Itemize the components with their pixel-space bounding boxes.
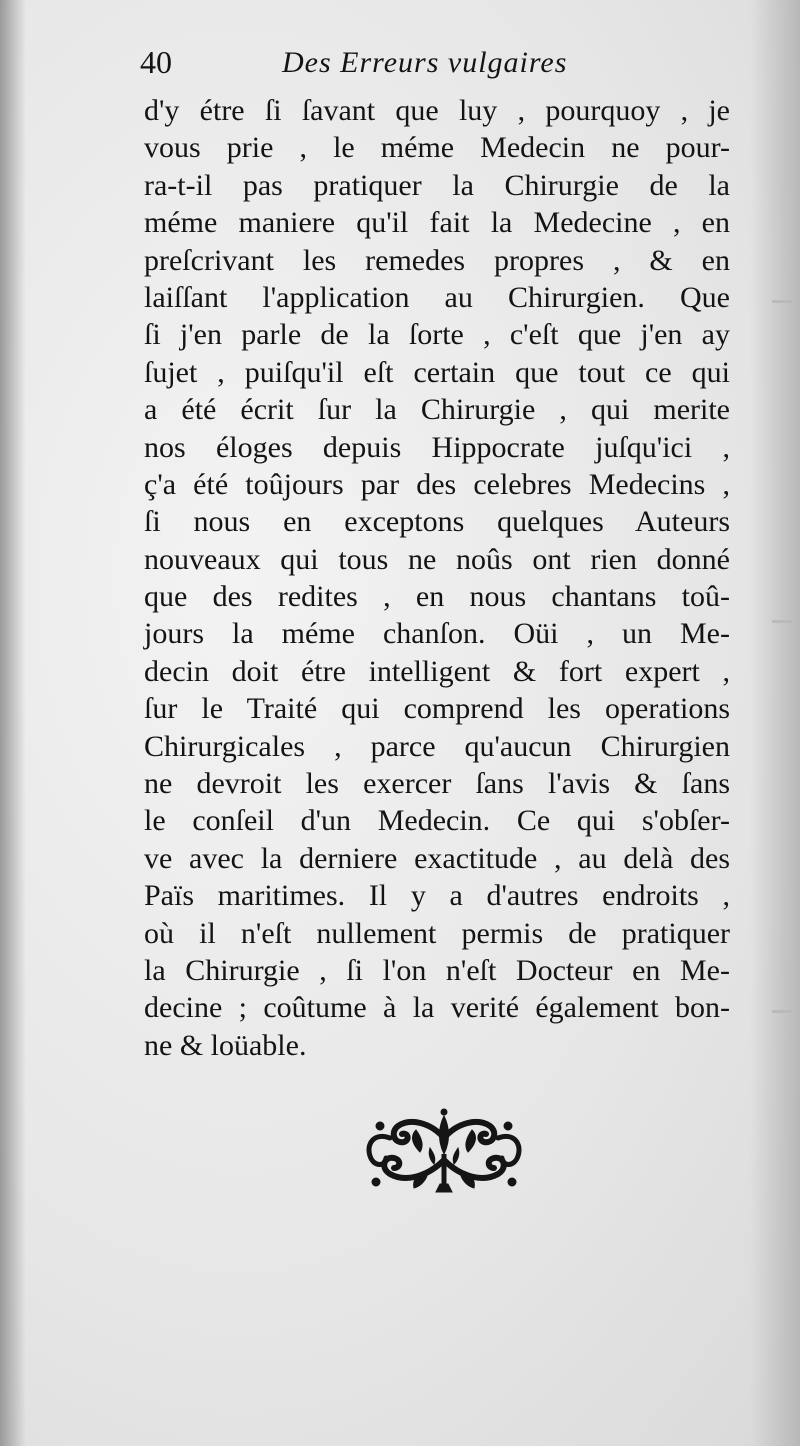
text-line: que des redites , en nous chantans toû- <box>144 580 730 614</box>
page-number: 40 <box>140 44 172 80</box>
text-line: ſi j'en parle de la ſorte , c'eſt que j'en ay <box>144 318 730 352</box>
fleuron-ornament-icon <box>360 1108 528 1200</box>
text-line: ne devroit les exercer ſans l'avis & ſans <box>144 767 730 801</box>
page-edge-mark <box>772 300 792 303</box>
text-line: jours la méme chanſon. Oüi , un Me- <box>144 617 730 651</box>
text-line: Chirurgicales , parce qu'aucun Chirurgien <box>144 729 730 763</box>
text-line: nos éloges depuis Hippocrate juſqu'ici , <box>144 430 730 464</box>
text-line: ç'a été toûjours par des celebres Medecins , <box>144 467 730 501</box>
text-line: laiſſant l'application au Chirurgien. Que <box>144 280 730 314</box>
text-line: ve avec la derniere exactitude , au delà des <box>144 841 730 875</box>
text-line: d'y étre ſi ſavant que luy , pourquoy , je <box>144 94 730 127</box>
text-line: decine ; coûtume à la verité également bon- <box>144 991 730 1025</box>
text-line: decin doit étre intelligent & fort expert , <box>144 654 730 688</box>
body-text <box>144 92 730 1064</box>
text-line: ſujet , puiſqu'il eſt certain que tout ce qui <box>144 355 730 389</box>
page-edge-mark <box>772 1010 792 1013</box>
text-line: preſcrivant les remedes propres , & en <box>144 243 730 277</box>
text-line: le conſeil d'un Medecin. Ce qui s'obſer- <box>144 804 730 838</box>
text-line: ra-t-il pas pratiquer la Chirurgie de la <box>144 168 730 202</box>
text-line: nouveaux qui tous ne noûs ont rien donné <box>144 542 730 576</box>
text-line: a été écrit ſur la Chirurgie , qui merite <box>144 393 730 427</box>
text-line: la Chirurgie , ſi l'on n'eſt Docteur en Me- <box>144 953 730 987</box>
text-line-last: ne & loüable. <box>144 1028 307 1062</box>
text-line: vous prie , le méme Medecin ne pour- <box>144 131 730 165</box>
text-line: ſi nous en exceptons quelques Auteurs <box>144 505 730 539</box>
running-title: Des Erreurs vulgaires <box>282 46 568 79</box>
text-line: méme maniere qu'il fait la Medecine , en <box>144 206 730 240</box>
text-line: ſur le Traité qui comprend les operations <box>144 692 730 726</box>
text-line: où il n'eſt nullement permis de pratiquer <box>144 916 730 950</box>
page-edge-mark <box>772 620 792 623</box>
page-header <box>140 44 740 94</box>
text-line: Païs maritimes. Il y a d'autres endroits , <box>144 879 730 913</box>
